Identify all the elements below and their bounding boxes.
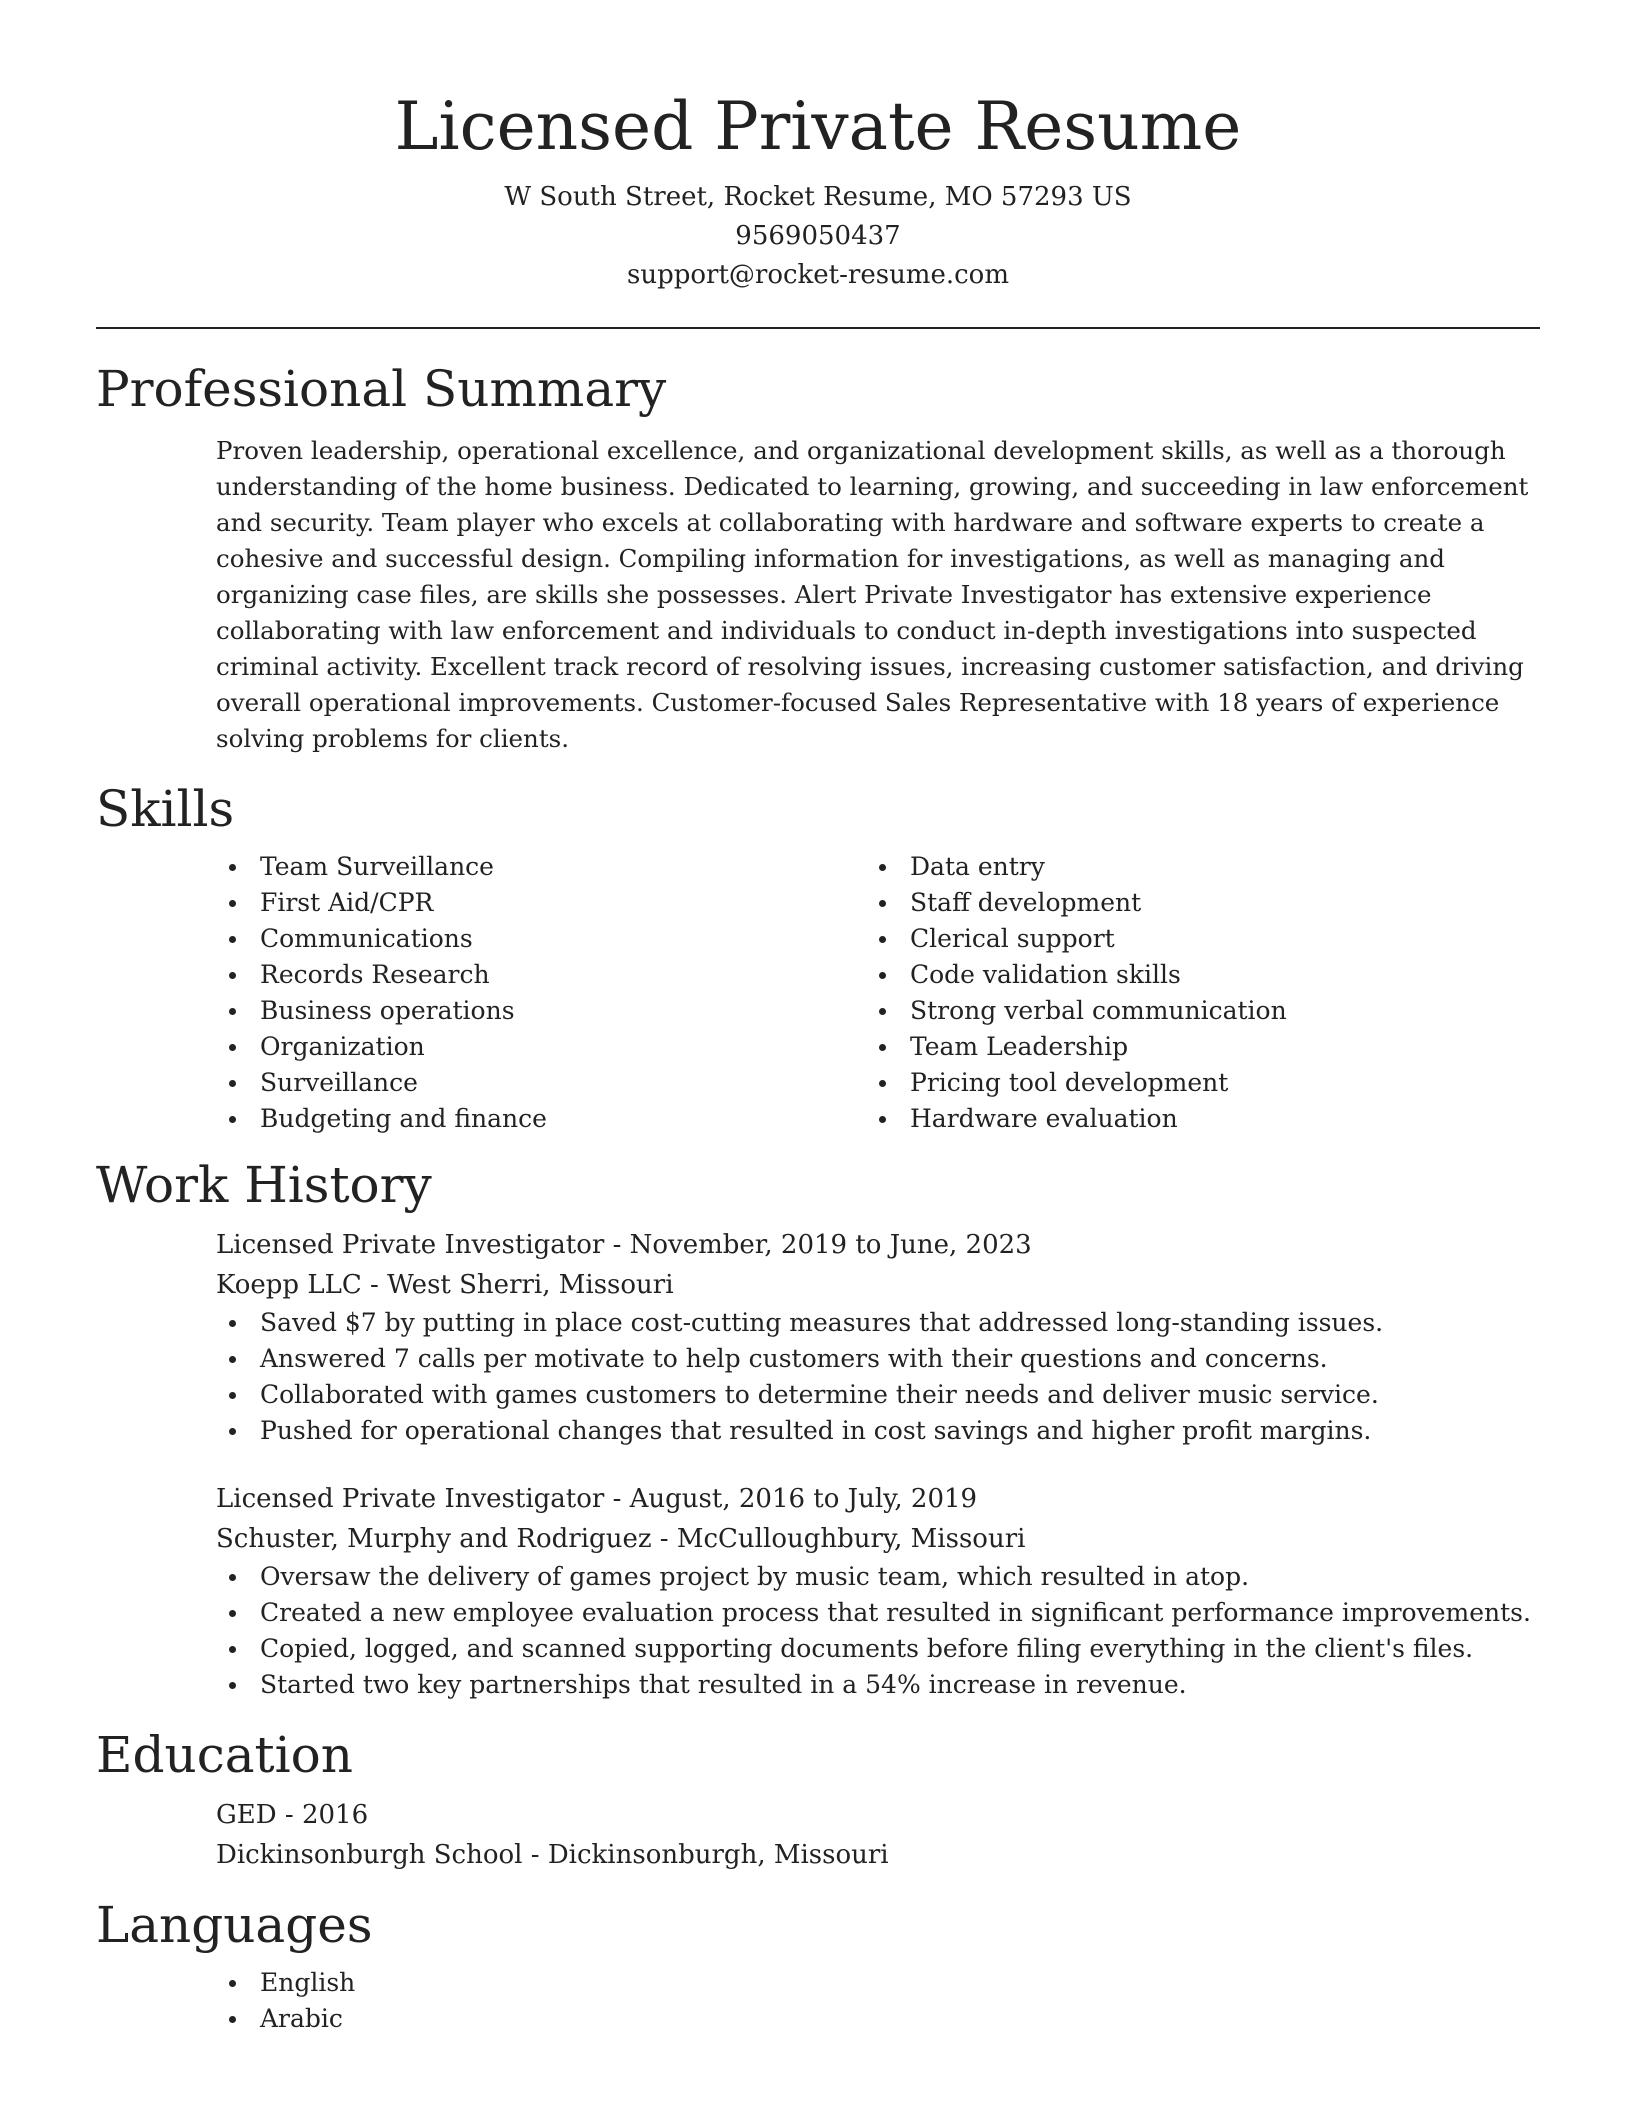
list-item: Business operations xyxy=(216,993,866,1029)
education-heading: Education xyxy=(96,1726,353,1784)
summary-body xyxy=(216,433,1540,757)
list-item: Pricing tool development xyxy=(866,1065,1516,1101)
work-heading: Work History xyxy=(96,1156,432,1214)
candidate-name: Licensed Private Resume xyxy=(394,88,1242,165)
summary-section xyxy=(96,359,1540,757)
list-item: Started two key partnerships that resulted in a 54% increase in revenue. xyxy=(216,1667,1540,1703)
job-company: Schuster, Murphy and Rodriguez xyxy=(216,1524,652,1554)
skills-heading: Skills xyxy=(96,780,235,838)
job-title-line xyxy=(216,1225,1540,1265)
languages-section xyxy=(96,1895,1540,2037)
separator: - xyxy=(522,1840,548,1870)
job-entry xyxy=(216,1479,1540,1703)
job-dates: November, 2019 to June, 2023 xyxy=(629,1230,1032,1260)
education-school-line xyxy=(216,1835,1540,1875)
list-item: Arabic xyxy=(216,2001,1540,2037)
summary-heading: Professional Summary xyxy=(96,360,667,418)
job-bullet-list xyxy=(216,1559,1540,1703)
contact-phone: 9569050437 xyxy=(735,221,901,251)
education-location: Dickinsonburgh, Missouri xyxy=(547,1840,889,1870)
list-item: Saved $7 by putting in place cost-cutting measures that addressed long-standing issues. xyxy=(216,1305,1540,1341)
contact-email: support@rocket-resume.com xyxy=(626,260,1009,290)
languages-list xyxy=(216,1965,1540,2037)
work-section xyxy=(96,1155,1540,1703)
separator: - xyxy=(604,1484,630,1514)
list-item: Copied, logged, and scanned supporting documents before filing everything in the client's files. xyxy=(216,1631,1540,1667)
education-body xyxy=(216,1795,1540,1875)
list-item: Team Leadership xyxy=(866,1029,1516,1065)
contact-info xyxy=(96,178,1540,295)
education-degree-line xyxy=(216,1795,1540,1835)
job-location: West Sherri, Missouri xyxy=(387,1270,674,1300)
resume-page xyxy=(96,0,1540,2037)
separator: - xyxy=(361,1270,388,1300)
job-company-line xyxy=(216,1519,1540,1559)
job-bullet-list xyxy=(216,1305,1540,1449)
list-item: Strong verbal communication xyxy=(866,993,1516,1029)
separator: - xyxy=(276,1800,302,1830)
list-item: Communications xyxy=(216,921,866,957)
job-location: McCulloughbury, Missouri xyxy=(676,1524,1026,1554)
resume-header xyxy=(96,0,1540,295)
skills-section xyxy=(96,779,1540,1137)
skills-list-left xyxy=(216,849,866,1137)
list-item: English xyxy=(216,1965,1540,2001)
list-item: Staff development xyxy=(866,885,1516,921)
education-section xyxy=(96,1725,1540,1875)
separator: - xyxy=(651,1524,677,1554)
separator: - xyxy=(604,1230,630,1260)
job-dates: August, 2016 to July, 2019 xyxy=(629,1484,978,1514)
summary-text: Proven leadership, operational excellence, and organizational development skills, as well as a thorough understanding of the home business. Dedicated to learning, growing, and succeeding in law enforcement and security. Team player who excels at collaborating with hardware and software experts to create a cohesive and successful design. Compiling information for investigations, as well as managing and organizing case files, are skills she possesses. Alert Private Investigator has extensive experience collaborating with law enforcement and individuals to conduct in-depth investigations into suspected criminal activity. Excellent track record of resolving issues, increasing customer satisfaction, and driving overall operational improvements. Customer-focused Sales Representative with 18 years of experience solving problems for clients. xyxy=(216,436,1529,753)
list-item: Surveillance xyxy=(216,1065,866,1101)
education-school: Dickinsonburgh School xyxy=(216,1840,523,1870)
header-divider xyxy=(96,327,1540,329)
list-item: Code validation skills xyxy=(866,957,1516,993)
skills-grid xyxy=(216,849,1540,1137)
list-item: Pushed for operational changes that resulted in cost savings and higher profit margins. xyxy=(216,1413,1540,1449)
job-role: Licensed Private Investigator xyxy=(216,1484,605,1514)
list-item: Budgeting and finance xyxy=(216,1101,866,1137)
work-body xyxy=(216,1225,1540,1703)
list-item: Records Research xyxy=(216,957,866,993)
contact-address: W South Street, Rocket Resume, MO 57293 US xyxy=(504,182,1132,212)
education-degree: GED xyxy=(216,1800,277,1830)
skills-list-right xyxy=(866,849,1516,1137)
list-item: Oversaw the delivery of games project by music team, which resulted in atop. xyxy=(216,1559,1540,1595)
list-item: Answered 7 calls per motivate to help customers with their questions and concerns. xyxy=(216,1341,1540,1377)
job-role: Licensed Private Investigator xyxy=(216,1230,605,1260)
list-item: Created a new employee evaluation process that resulted in significant performance improvements. xyxy=(216,1595,1540,1631)
job-entry xyxy=(216,1225,1540,1449)
list-item: Team Surveillance xyxy=(216,849,866,885)
list-item: Data entry xyxy=(866,849,1516,885)
list-item: First Aid/CPR xyxy=(216,885,866,921)
list-item: Clerical support xyxy=(866,921,1516,957)
job-company: Koepp LLC xyxy=(216,1270,362,1300)
languages-body xyxy=(216,1965,1540,2037)
list-item: Hardware evaluation xyxy=(866,1101,1516,1137)
job-company-line xyxy=(216,1265,1540,1305)
education-year: 2016 xyxy=(301,1800,369,1830)
languages-heading: Languages xyxy=(96,1896,373,1954)
list-item: Collaborated with games customers to determine their needs and deliver music service. xyxy=(216,1377,1540,1413)
job-title-line xyxy=(216,1479,1540,1519)
list-item: Organization xyxy=(216,1029,866,1065)
